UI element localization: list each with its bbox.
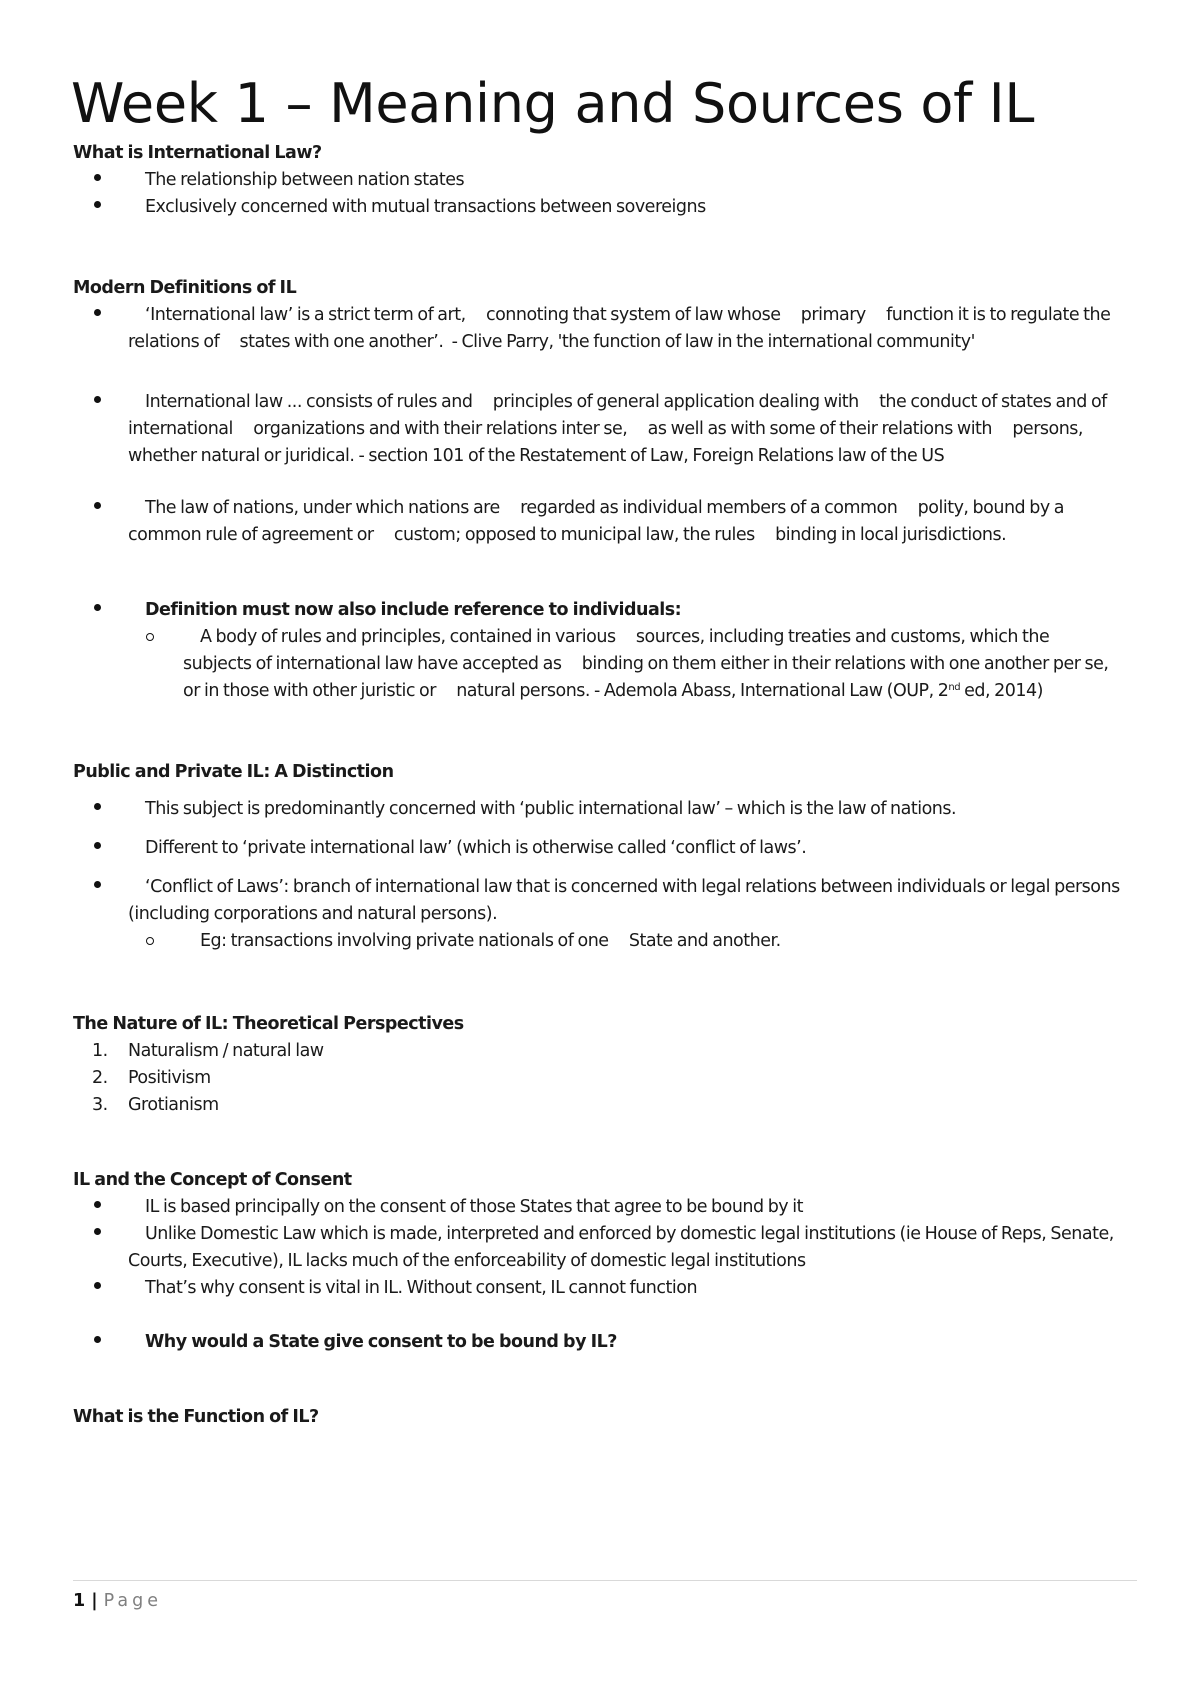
bullet-icon bbox=[94, 881, 101, 888]
bullet-icon bbox=[94, 1228, 101, 1235]
list-item: 1. Naturalism / natural law bbox=[92, 1041, 324, 1061]
spacer bbox=[73, 823, 1128, 835]
bullet-list bbox=[73, 1194, 1128, 1356]
bullet-icon bbox=[94, 309, 101, 316]
list-item: Unlike Domestic Law which is made, interpreted and enforced by domestic legal institutions (ie House of Reps, Senate, Courts, Executive), IL lacks much of the enforceability of domestic legal institutions bbox=[73, 1221, 1128, 1275]
bullet-icon bbox=[94, 1282, 101, 1289]
bullet-icon bbox=[94, 604, 101, 611]
bullet-icon bbox=[94, 1201, 101, 1208]
bullet-list bbox=[73, 796, 1128, 955]
spacer bbox=[73, 356, 1128, 389]
section-heading-modern-definitions: Modern Definitions of IL bbox=[73, 278, 297, 298]
page-label: Page bbox=[103, 1591, 162, 1611]
spacer bbox=[73, 1302, 1128, 1329]
section-heading-consent: IL and the Concept of Consent bbox=[73, 1170, 352, 1190]
bullet-icon bbox=[94, 803, 101, 810]
list-item: ‘International law’ is a strict term of art, connoting that system of law whose primary function it is to regulate the relations of states with one another’. - Clive Parry, 'the function of law in the international community' bbox=[73, 302, 1128, 356]
section-heading-what-is-il: What is International Law? bbox=[73, 143, 322, 163]
bullet-icon bbox=[94, 842, 101, 849]
section-heading-public-private: Public and Private IL: A Distinction bbox=[73, 762, 394, 782]
bullet-icon bbox=[94, 201, 101, 208]
footer-divider bbox=[73, 1580, 1137, 1581]
list-item: Different to ‘private international law’ (which is otherwise called ‘conflict of laws’. bbox=[73, 835, 1128, 862]
circle-bullet-icon bbox=[146, 633, 154, 641]
page-footer bbox=[73, 1588, 162, 1615]
bullet-list bbox=[73, 167, 1128, 221]
section-heading-nature-of-il: The Nature of IL: Theoretical Perspectives bbox=[73, 1014, 464, 1034]
list-item: The law of nations, under which nations are regarded as individual members of a common polity, bound by a common rule of agreement or custom; opposed to municipal law, the rules binding in local jurisdictions. bbox=[73, 495, 1128, 549]
list-item: Why would a State give consent to be bound by IL? bbox=[73, 1329, 1128, 1356]
sub-list-item: Eg: transactions involving private nationals of one State and another. bbox=[73, 928, 1128, 955]
sub-list-item: A body of rules and principles, contained in various sources, including treaties and customs, which the subjects of international law have accepted as binding on them either in their relations with one another per se, or in those with other juristic or natural persons. - Ademola Abass, International Law (OUP, 2nd ed, 2014) bbox=[73, 624, 1128, 705]
list-item: International law ... consists of rules and principles of general application dealing with the conduct of states and of international organizations and with their relations inter se, as well as with some of their relations with persons, whether natural or juridical. - section 101 of the Restatement of Law, Foreign Relations law of the US bbox=[73, 389, 1128, 470]
bullet-icon bbox=[94, 396, 101, 403]
sub-list bbox=[128, 624, 1128, 705]
list-item: This subject is predominantly concerned with ‘public international law’ – which is the law of nations. bbox=[73, 796, 1128, 823]
list-item: The relationship between nation states bbox=[73, 167, 1128, 194]
list-item: That’s why consent is vital in IL. Without consent, IL cannot function bbox=[73, 1275, 1128, 1302]
section-heading-function-of-il: What is the Function of IL? bbox=[73, 1407, 319, 1427]
list-item: 2. Positivism bbox=[92, 1068, 211, 1088]
bullet-icon bbox=[94, 174, 101, 181]
list-item: 3. Grotianism bbox=[92, 1095, 219, 1115]
numbered-list bbox=[73, 1038, 1128, 1119]
bullet-list bbox=[73, 302, 1131, 705]
circle-bullet-icon bbox=[146, 937, 154, 945]
list-item: Definition must now also include reference to individuals: A body of rules and principles, contained in various sources, including treaties and customs, which the subjects of international law have accepted as binding on them either in their relations with one another per se, or in those with other juristic or natural persons. - Ademola Abass, International Law (OUP, 2nd ed, 2014) bbox=[73, 597, 1128, 705]
spacer bbox=[73, 862, 1128, 874]
spacer bbox=[73, 470, 1128, 495]
footer-separator: | bbox=[91, 1591, 98, 1611]
page-number: 1 bbox=[73, 1591, 86, 1611]
spacer bbox=[73, 549, 1128, 597]
sub-list bbox=[128, 928, 1128, 955]
bullet-icon bbox=[94, 502, 101, 509]
list-item: Exclusively concerned with mutual transactions between sovereigns bbox=[73, 194, 1128, 221]
list-item: ‘Conflict of Laws’: branch of international law that is concerned with legal relations between individuals or legal persons (including corporations and natural persons). Eg: transactions involving private nationals of one State and another. bbox=[73, 874, 1128, 955]
page-title: Week 1 – Meaning and Sources of IL bbox=[71, 72, 1035, 135]
list-item: IL is based principally on the consent of those States that agree to be bound by it bbox=[73, 1194, 1128, 1221]
bullet-icon bbox=[94, 1336, 101, 1343]
